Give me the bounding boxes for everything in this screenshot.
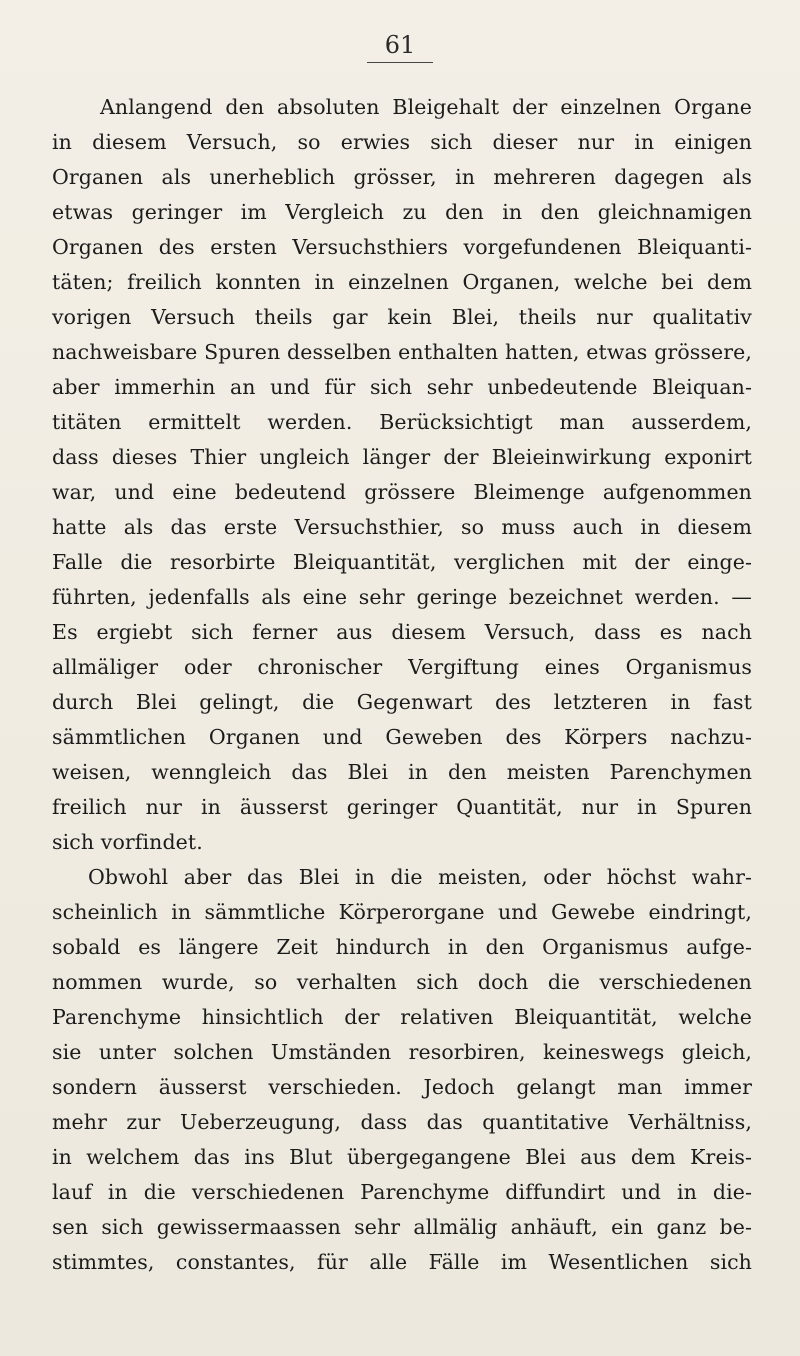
text-line: freilich nur in äusserst geringer Quantität, nur in Spuren [52, 795, 752, 819]
text-line: Organen des ersten Versuchsthiers vorgefundenen Bleiquanti- [52, 235, 752, 259]
paragraph-1 [52, 90, 752, 860]
text-line: aber immerhin an und für sich sehr unbedeutende Bleiquan- [52, 375, 752, 399]
page-number [0, 30, 800, 63]
text-line: scheinlich in sämmtliche Körperorgane und Gewebe eindringt, [52, 900, 752, 924]
text-line: dass dieses Thier ungleich länger der Bleieinwirkung exponirt [52, 445, 752, 469]
text-line: sämmtlichen Organen und Geweben des Körpers nachzu- [52, 725, 752, 749]
text-line: täten; freilich konnten in einzelnen Organen, welche bei dem [52, 270, 752, 294]
text-line: Es ergiebt sich ferner aus diesem Versuch, dass es nach [52, 620, 752, 644]
text-line: Parenchyme hinsichtlich der relativen Bleiquantität, welche [52, 1005, 752, 1029]
text-line: etwas geringer im Vergleich zu den in den gleichnamigen [52, 200, 752, 224]
text-line: nachweisbare Spuren desselben enthalten hatten, etwas grössere, [52, 340, 752, 364]
text-line: sie unter solchen Umständen resorbiren, keineswegs gleich, [52, 1040, 752, 1064]
text-line: sich vorfindet. [52, 830, 203, 854]
text-line: allmäliger oder chronischer Vergiftung eines Organismus [52, 655, 752, 679]
text-line: Falle die resorbirte Bleiquantität, verglichen mit der einge- [52, 550, 752, 574]
text-line: führten, jedenfalls als eine sehr geringe bezeichnet werden. — [52, 585, 752, 609]
text-line: lauf in die verschiedenen Parenchyme diffundirt und in die- [52, 1180, 752, 1204]
text-line: in diesem Versuch, so erwies sich dieser nur in einigen [52, 130, 752, 154]
text-line: titäten ermittelt werden. Berücksichtigt man ausserdem, [52, 410, 752, 434]
text-line: Anlangend den absoluten Bleigehalt der einzelnen Organe [100, 95, 752, 119]
page-number-text: 61 [367, 30, 434, 63]
text-line: durch Blei gelingt, die Gegenwart des letzteren in fast [52, 690, 752, 714]
text-line: sobald es längere Zeit hindurch in den Organismus aufge- [52, 935, 752, 959]
text-line: mehr zur Ueberzeugung, dass das quantitative Verhältniss, [52, 1110, 752, 1134]
text-line: sondern äusserst verschieden. Jedoch gelangt man immer [52, 1075, 752, 1099]
text-line: Organen als unerheblich grösser, in mehreren dagegen als [52, 165, 752, 189]
text-line: hatte als das erste Versuchsthier, so muss auch in diesem [52, 515, 752, 539]
paragraph-2 [52, 860, 752, 1280]
text-line: nommen wurde, so verhalten sich doch die verschiedenen [52, 970, 752, 994]
text-line: in welchem das ins Blut übergegangene Blei aus dem Kreis- [52, 1145, 752, 1169]
body-text [52, 90, 752, 1280]
text-line: sen sich gewissermaassen sehr allmälig anhäuft, ein ganz be- [52, 1215, 752, 1239]
text-line: war, und eine bedeutend grössere Bleimenge aufgenommen [52, 480, 752, 504]
text-line: stimmtes, constantes, für alle Fälle im Wesentlichen sich [52, 1250, 752, 1274]
text-line: Obwohl aber das Blei in die meisten, oder höchst wahr- [88, 865, 752, 889]
text-line: weisen, wenngleich das Blei in den meisten Parenchymen [52, 760, 752, 784]
text-line: vorigen Versuch theils gar kein Blei, theils nur qualitativ [52, 305, 752, 329]
